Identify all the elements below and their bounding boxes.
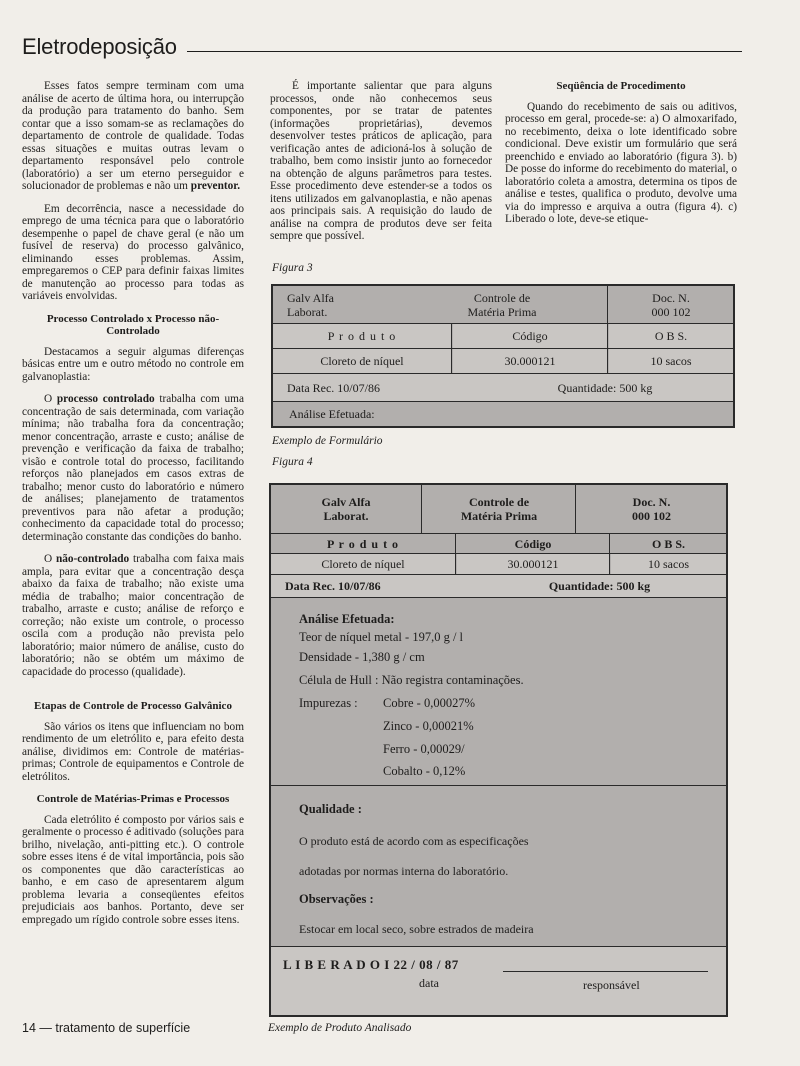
codigo-value: 30.000121 — [453, 349, 608, 373]
cobalto-line: Cobalto - 0,12% — [383, 764, 466, 778]
quantidade: Quantidade: 500 kg — [477, 374, 733, 401]
paragraph: São vários os itens que influenciam no bom rendimento de um eletrólito e, para efeito desta análise, dividimos em: Controle de matérias-primas; Controle de equipamentos e Controle de eletrólitos. — [22, 720, 244, 783]
data-rec: Data Rec. 10/07/86 — [271, 575, 486, 597]
obs-header: O B S. — [611, 534, 726, 553]
obs-value: 10 sacos — [609, 349, 733, 373]
teor-line: Teor de níquel metal - 197,0 g / l — [299, 630, 464, 644]
produto-header: P r o d u t o — [271, 534, 456, 553]
footer-text: — tratamento de superfície — [39, 1021, 191, 1035]
column-1 — [22, 80, 244, 936]
company-cell: Galv Alfa Laborat. — [273, 286, 410, 323]
liberado-text: L I B E R A D O I 22 / 08 / 87 — [283, 957, 459, 972]
form-values-row — [273, 349, 733, 374]
analise-section — [271, 598, 726, 786]
cobre-line: Cobre - 0,00027% — [383, 696, 475, 710]
codigo-header: Código — [457, 534, 610, 553]
subheading: Seqüência de Procedimento — [556, 80, 686, 92]
zinco-line: Zinco - 0,00021% — [383, 719, 474, 733]
form-data-row — [271, 575, 726, 598]
column-3 — [505, 80, 737, 236]
obs-header: O B S. — [609, 324, 733, 348]
subheading: Processo Controlado x Processo não-Controlado — [46, 312, 220, 337]
responsavel-caption: responsável — [583, 978, 640, 992]
figure-4-label: Figura 4 — [272, 456, 313, 468]
text: Esses fatos sempre terminam com uma análise de acerto de última hora, ou interrupção da produção para tratamento do banho. Sem contar que a isso somam-se as reclamações do departamento de controle de qualidade. Todas essas situações e muitas outras levam o departamento responsável pelo controle (laboratório) a ser um eterno perseguidor e solucionador de problemas e não um — [22, 80, 244, 192]
form-header-row — [271, 485, 726, 534]
paragraph: Quando do recebimento de sais ou aditivos, processo em geral, procede-se: a) O almoxarifado, no recebimento, deixa o lote identificado sobre condicional. Deve existir um formulário que será preenchido e enviado ao laboratório (figura 3). b) De posse do informe do recebimento do material, o laboratório coleta a amostra, determina os tipos de análise e testes, qualifica o produto, devolve uma via do impresso e arquiva a outra (figura 4). c) Liberado o lote, deve-se etique- — [505, 100, 737, 225]
densidade-line: Densidade - 1,380 g / cm — [299, 650, 425, 664]
quantidade: Quantidade: 500 kg — [473, 575, 726, 597]
observacoes-label: Observações : — [299, 892, 374, 906]
paragraph — [22, 553, 244, 678]
emphasis: não-controlado — [55, 553, 130, 565]
doc-cell: Doc. N. 000 102 — [577, 485, 726, 533]
paragraph: Em decorrência, nasce a necessidade do emprego de uma técnica para que o laboratório desempenhe o papel de chave geral (e não um fusível de reserva) do processo galvânico, eliminando esses problemas. Assim, empregaremos o CEP para definir faixas limites de manutenção ao processo para todas as variáveis envolvidas. — [22, 202, 244, 302]
produto-value: Cloreto de níquel — [271, 554, 456, 574]
figure-3-form — [271, 284, 735, 428]
observacoes-text: Estocar em local seco, sobre estrados de madeira — [299, 922, 534, 936]
title-cell: Controle de Matéria Prima — [423, 485, 576, 533]
figure-3-label: Figura 3 — [272, 262, 313, 274]
ferro-line: Ferro - 0,00029/ — [383, 742, 465, 756]
analise-label: Análise Efetuada: — [273, 402, 733, 426]
data-rec: Data Rec. 10/07/86 — [273, 374, 490, 401]
column-2 — [270, 80, 492, 253]
text: O — [44, 553, 53, 565]
text: O — [44, 393, 53, 405]
header-rule — [187, 51, 742, 52]
qualidade-line-2: adotadas por normas interna do laboratório. — [299, 864, 509, 878]
company-cell: Galv Alfa Laborat. — [271, 485, 422, 533]
paragraph: Cada eletrólito é composto por vários sais e geralmente o processo é aditivado (soluções para brilho, nivelação, anti-pitting etc.). O controle sobre esses itens é de vital importância, pois são os componentes que dão características ao banho, e em caso de apresentarem algum problema levaria a conseqüentes efeitos prejudiciais aos banhos. Portanto, deve ser empregado um rígido controle sobre esses itens. — [22, 813, 244, 926]
paragraph — [22, 393, 244, 543]
form-data-row — [273, 374, 733, 402]
hull-line: Célula de Hull : Não registra contaminações. — [299, 673, 524, 687]
section-title: Eletrodeposição — [22, 34, 177, 59]
liberado-section — [271, 947, 726, 1015]
form-values-row — [271, 554, 726, 575]
data-caption: data — [419, 976, 439, 990]
paragraph — [22, 80, 244, 193]
text: trabalha com uma concentração de sais determinada, com variação mínima; não trabalha fora da concentração; menor concentração, arraste e custo; análise de prevenção e verificação da faixa de trabalho; visão e controle total do processo, facilitando reforços não planejados em casos extras de trabalho; menor custo do laboratório e número de análises; planejamento de tratamentos preventivos para não afetar a produção; conhecimento da capacidade total do processo; determinação constante das condições do banho. — [22, 393, 244, 543]
page-header — [22, 34, 742, 60]
text: trabalha com faixa mais ampla, para evitar que a concentração desça abaixo da faixa de trabalho; não existe uma média de trabalho; maior concentração de trabalho, arraste e custo; análise de reforço e correção; não existe um controle, o processo oscila com a produção não prevista pelo laboratório; maior número de análise, custo do laboratório; não se obtém um máximo de capacidade do processo (qualidade). — [22, 553, 245, 678]
subheading: Etapas de Controle de Processo Galvânico — [34, 700, 232, 712]
analise-label: Análise Efetuada: — [299, 612, 395, 626]
signature-line — [503, 971, 708, 972]
emphasis: preventor. — [190, 180, 241, 192]
obs-value: 10 sacos — [611, 554, 726, 574]
paragraph: Destacamos a seguir algumas diferenças básicas entre um e outro método no controle em galvanoplastia: — [22, 345, 244, 383]
produto-value: Cloreto de níquel — [273, 349, 452, 373]
impurezas-label: Impurezas : — [299, 696, 358, 710]
figure-4-caption: Exemplo de Produto Analisado — [268, 1022, 412, 1034]
figure-4-form — [269, 483, 728, 1017]
page-footer — [22, 1021, 190, 1035]
doc-cell: Doc. N. 000 102 — [609, 286, 733, 323]
title-cell: Controle de Matéria Prima — [397, 286, 608, 323]
produto-header: P r o d u t o — [273, 324, 452, 348]
emphasis: processo controlado — [56, 393, 155, 405]
codigo-value: 30.000121 — [457, 554, 610, 574]
figure-3-caption: Exemplo de Formulário — [272, 435, 383, 447]
page-number: 14 — [22, 1021, 36, 1035]
codigo-header: Código — [453, 324, 608, 348]
form-header-row — [273, 286, 733, 324]
qualidade-line-1: O produto está de acordo com as especificações — [299, 834, 529, 848]
qualidade-section — [271, 786, 726, 947]
paragraph: É importante salientar que para alguns processos, onde não conhecemos seus componentes, por se tratar de patentes (informações proprietárias), devemos desenvolver testes práticos de aplicação, para verificação antes de adicioná-los à solução de trabalho, bem como insistir junto ao fornecedor na obtenção de alguns parâmetros para testes. Esse procedimento deve estender-se a todos os itens utilizados em galvanoplastia, e não apenas aos principais sais. A requisição do laudo de análise na compra de produtos deve ser feita sempre que possível. — [270, 80, 492, 242]
form-columns-row — [271, 534, 726, 554]
qualidade-label: Qualidade : — [299, 802, 362, 816]
form-columns-row — [273, 324, 733, 349]
subheading: Controle de Matérias-Primas e Processos — [36, 793, 230, 805]
